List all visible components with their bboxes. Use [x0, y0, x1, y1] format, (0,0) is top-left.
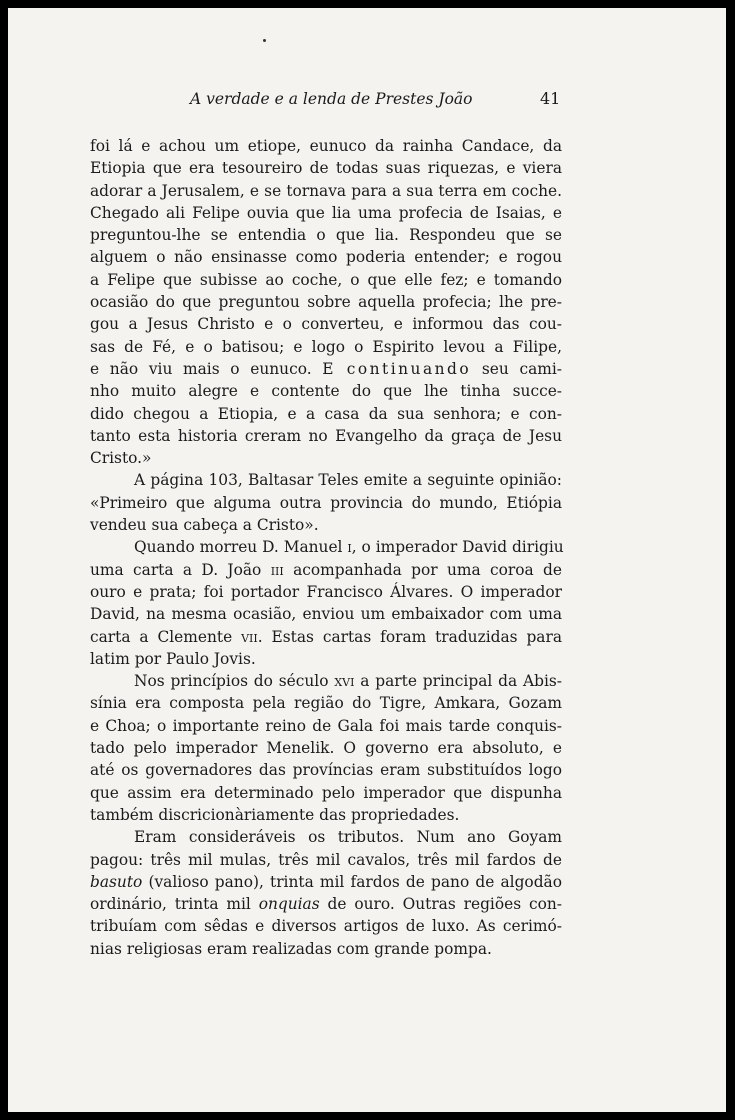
- print-speck: [263, 39, 266, 42]
- text-line-mixed: [90, 559, 562, 581]
- text-line: ocasião do que preguntou sobre aquella profecia; lhe pre-: [90, 293, 562, 312]
- text-line: tanto esta historia creram no Evangelho da graça de Jesu: [90, 426, 562, 445]
- text-line: preguntou-lhe se entendia o que lia. Respondeu que se: [90, 226, 562, 245]
- text-line: vendeu sua cabeça a Cristo».: [90, 516, 319, 535]
- text-line: até os governadores das províncias eram substituídos logo: [90, 761, 562, 780]
- page-header: [8, 90, 726, 118]
- paragraph-3: [90, 536, 562, 670]
- text-line: que assim era determinado pelo imperador que dispunha: [90, 783, 562, 802]
- text-fragment: uma carta a D. João: [90, 560, 262, 579]
- text-line: também discricionàriamente das propriedades.: [90, 805, 460, 824]
- text-line: dido chegou a Etiopia, e a casa da sua senhora; e con-: [90, 404, 562, 423]
- book-page: [8, 8, 726, 1112]
- text-line: Etiopia que era tesoureiro de todas suas riquezas, e viera: [90, 159, 562, 178]
- text-line: e Choa; o importante reino de Gala foi mais tarde conquis-: [90, 716, 562, 735]
- text-line: nho muito alegre e contente do que lhe tinha succe-: [90, 382, 562, 401]
- text-line: foi lá e achou um etiope, eunuco da rainha Candace, da: [90, 137, 562, 155]
- text-line: tado pelo imperador Menelik. O governo era absoluto, e: [90, 739, 562, 758]
- spaced-letter: E: [322, 359, 337, 378]
- text-line: Cristo.»: [90, 449, 152, 468]
- text-fragment: de ouro. Outras regiões con-: [327, 895, 562, 914]
- text-fragment: carta a Clemente: [90, 627, 233, 646]
- text-line-mixed: [90, 626, 562, 648]
- text-fragment: Quando morreu D. Manuel: [134, 538, 343, 557]
- text-line: ouro e prata; foi portador Francisco Álvares. O imperador: [90, 582, 562, 601]
- paragraph-1: [90, 135, 562, 469]
- roman-numeral: vii: [241, 627, 258, 646]
- roman-numeral: xvi: [334, 672, 355, 691]
- text-line: latim por Paulo Jovis.: [90, 649, 256, 668]
- text-line-mixed: [90, 670, 562, 692]
- text-line-mixed: [90, 358, 562, 380]
- roman-numeral: i: [347, 538, 352, 557]
- text-fragment: a parte principal da Abis-: [360, 672, 562, 691]
- text-line: A página 103, Baltasar Teles emite a seguinte opinião:: [134, 471, 562, 490]
- page-number: 41: [540, 89, 561, 108]
- paragraph-5: [90, 826, 562, 960]
- text-fragment: . Estas cartas foram traduzidas para: [257, 627, 563, 646]
- text-line: sas de Fé, e o batisou; e logo o Espirito levou a Filipe,: [90, 337, 562, 356]
- italic-term: basuto: [90, 872, 143, 891]
- running-title: A verdade e a lenda de Prestes João: [190, 90, 473, 108]
- text-line: a Felipe que subisse ao coche, o que elle fez; e tomando: [90, 270, 562, 289]
- text-fragment: Nos princípios do século: [134, 672, 329, 691]
- text-fragment: , o imperador David dirigiu: [351, 538, 564, 557]
- text-line: tribuíam com sêdas e diversos artigos de luxo. As cerimó-: [90, 917, 562, 936]
- text-line: David, na mesma ocasião, enviou um embaixador com uma: [90, 605, 562, 624]
- text-fragment: ordinário, trinta mil: [90, 895, 251, 914]
- text-line: Eram consideráveis os tributos. Num ano Goyam: [134, 828, 562, 847]
- text-line-mixed: [90, 871, 562, 893]
- text-line-mixed: [90, 536, 562, 558]
- text-line: adorar a Jerusalem, e se tornava para a sua terra em coche.: [90, 181, 562, 200]
- paragraph-2: [90, 469, 562, 536]
- text-line: Chegado ali Felipe ouvia que lia uma profecia de Isaias, e: [90, 203, 562, 222]
- text-fragment: e não viu mais o eunuco.: [90, 359, 312, 378]
- text-line: «Primeiro que alguma outra provincia do mundo, Etiópia: [90, 493, 562, 512]
- text-line: sínia era composta pela região do Tigre, Amkara, Gozam: [90, 694, 562, 713]
- text-fragment: seu cami-: [481, 359, 562, 378]
- text-fragment: acompanhada por uma coroa de: [293, 560, 562, 579]
- text-fragment: (valioso pano), trinta mil fardos de pano de algodão: [148, 872, 562, 891]
- spaced-word: continuando: [346, 359, 472, 378]
- roman-numeral: iii: [270, 560, 284, 579]
- paragraph-4: [90, 670, 562, 826]
- italic-term: onquias: [258, 895, 320, 914]
- text-line: alguem o não ensinasse como poderia entender; e rogou: [90, 248, 562, 267]
- text-line-mixed: [90, 893, 562, 915]
- text-line: gou a Jesus Christo e o converteu, e informou das cou-: [90, 315, 562, 334]
- text-line: nias religiosas eram realizadas com grande pompa.: [90, 939, 492, 958]
- body-text: [90, 135, 562, 960]
- text-line: pagou: três mil mulas, três mil cavalos, três mil fardos de: [90, 850, 562, 869]
